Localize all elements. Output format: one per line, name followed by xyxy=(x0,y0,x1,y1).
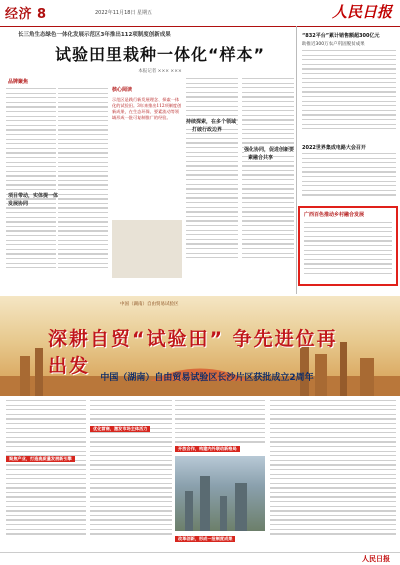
subhead-left-3: 发展协同 xyxy=(8,201,29,207)
lead-kicker: 长三角生态绿色一体化发展示范区3年推出112项制度创新成果 xyxy=(18,32,171,38)
lead-headline: 试验田里栽种一体化“样本” xyxy=(54,45,266,64)
side-headline-2: 2022世界集成电路大会召开 xyxy=(302,145,366,151)
feature-subhead-2: 优化营商，激发市场主体活力 xyxy=(90,426,150,432)
column-text-mid-b xyxy=(242,78,294,283)
subhead-mid-2: 打破行政边界 xyxy=(192,127,223,133)
core-reading-quote: 示范区是践行新发展理念、探索一体化的试验田。3年来推出112项制度创新成果，在生态环保、要素流动等领域形成一批可复制推广的经验。 xyxy=(112,97,182,120)
feature-text-col-2 xyxy=(90,400,172,550)
city-aerial-photo xyxy=(175,456,265,531)
banner-title: 深耕自贸“试验田” 争先进位再出发 xyxy=(48,328,338,377)
feature-banner xyxy=(0,296,400,396)
feature-text-col-3 xyxy=(175,400,265,452)
subhead-right-1: 强化协同，促进创新要 xyxy=(244,147,295,153)
banner-brand: 中国（湖南）自由贸易试验区 xyxy=(120,302,179,307)
column-text-mid-a xyxy=(186,78,238,283)
column-text-left-a xyxy=(6,88,59,293)
highlighted-article-box xyxy=(298,206,398,286)
footer-logo: 人民日报 xyxy=(362,554,390,563)
newspaper-logo: 人民日报 xyxy=(331,3,392,21)
feature-subhead-4: 改革创新，形成一批制度成果 xyxy=(175,536,235,542)
highlighted-article-title: 广西百色推动乡村融合发展 xyxy=(304,212,365,218)
issue-date: 2022年11月18日 星期五 xyxy=(95,10,153,16)
side-headline-1: “832平台”累计销售额超300亿元 xyxy=(302,33,380,39)
feature-subhead-1: 聚焦产业，打造高质量发展新引擎 xyxy=(6,456,75,462)
side-subheadline-1: 助推近300万农户巩固脱贫成果 xyxy=(302,42,365,47)
core-reading-tag: 核心阅读 xyxy=(112,87,133,93)
masthead xyxy=(0,0,400,27)
highlighted-article-text xyxy=(304,222,392,282)
section-label: 经济 8 xyxy=(5,7,47,22)
feature-article xyxy=(0,396,400,565)
banner-subtitle: 中国（湖南）自由贸易试验区长沙片区获批成立2周年 xyxy=(100,373,314,383)
subhead-right-2: 素融合共享 xyxy=(248,155,274,161)
feature-text-col-4 xyxy=(270,400,396,550)
core-reading-box xyxy=(112,86,182,196)
subhead-left-1: 品牌聚焦 xyxy=(8,79,29,85)
page-footer xyxy=(0,552,400,565)
subhead-mid-1: 持续探索，在多个领域 xyxy=(186,119,237,125)
illustration-photo xyxy=(112,220,182,278)
side-column-text-1 xyxy=(302,50,396,140)
side-column-text-2 xyxy=(302,153,396,203)
column-text-left-b xyxy=(58,88,108,293)
feature-text-col-1 xyxy=(6,400,86,550)
lead-byline: 本报记者 ××× ××× xyxy=(138,69,182,74)
feature-subhead-3: 开放合作，构建内外联动新格局 xyxy=(175,446,240,452)
side-divider xyxy=(296,26,297,294)
subhead-left-2: 项目带动，实体提一体 xyxy=(8,193,59,199)
